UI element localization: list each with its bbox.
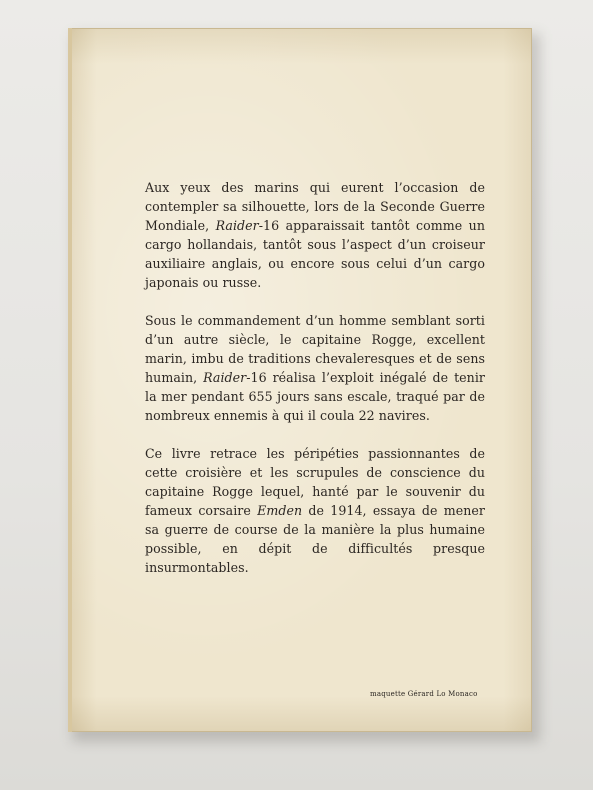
- blurb-paragraph-2: [145, 311, 485, 425]
- book-spine-edge: [68, 28, 72, 732]
- blurb-paragraph-1-text-a: Aux yeux des marins qui eurent l’occasion de contempler sa silhouette, lors de la Seconde Guerre Mondiale,: [145, 180, 485, 233]
- blurb-paragraph-3-ship-title: Emden: [257, 503, 303, 518]
- blurb-text: [145, 178, 485, 596]
- blurb-paragraph-2-text-a: Sous le commandement d’un homme semblant sorti d’un autre siècle, le capitaine Rogge, excellent marin, imbu de traditions chevaleresques et de sens humain,: [145, 313, 485, 385]
- blurb-paragraph-3-text-b: de 1914, essaya de mener sa guerre de course de la manière la plus humaine possible, en dépit de difficultés presque insurmontables.: [145, 503, 485, 575]
- blurb-paragraph-1-ship-title: Raider: [215, 218, 259, 233]
- blurb-paragraph-2-text-b: -16 réalisa l’exploit inégalé de tenir la mer pendant 655 jours sans escale, traqué par de nombreux ennemis à qui il coula 22 navires.: [145, 370, 485, 423]
- cover-design-credit: maquette Gérard Lo Monaco: [370, 690, 478, 698]
- blurb-paragraph-1-text-b: -16 apparaissait tantôt comme un cargo hollandais, tantôt sous l’aspect d’un croiseur auxiliaire anglais, ou encore sous celui d’un cargo japonais ou russe.: [145, 218, 485, 290]
- blurb-paragraph-3: [145, 444, 485, 577]
- blurb-paragraph-2-ship-title: Raider: [203, 370, 247, 385]
- blurb-paragraph-1: [145, 178, 485, 292]
- blurb-paragraph-3-text-a: Ce livre retrace les péripéties passionnantes de cette croisière et les scrupules de conscience du capitaine Rogge lequel, hanté par le souvenir du fameux corsaire: [145, 446, 485, 518]
